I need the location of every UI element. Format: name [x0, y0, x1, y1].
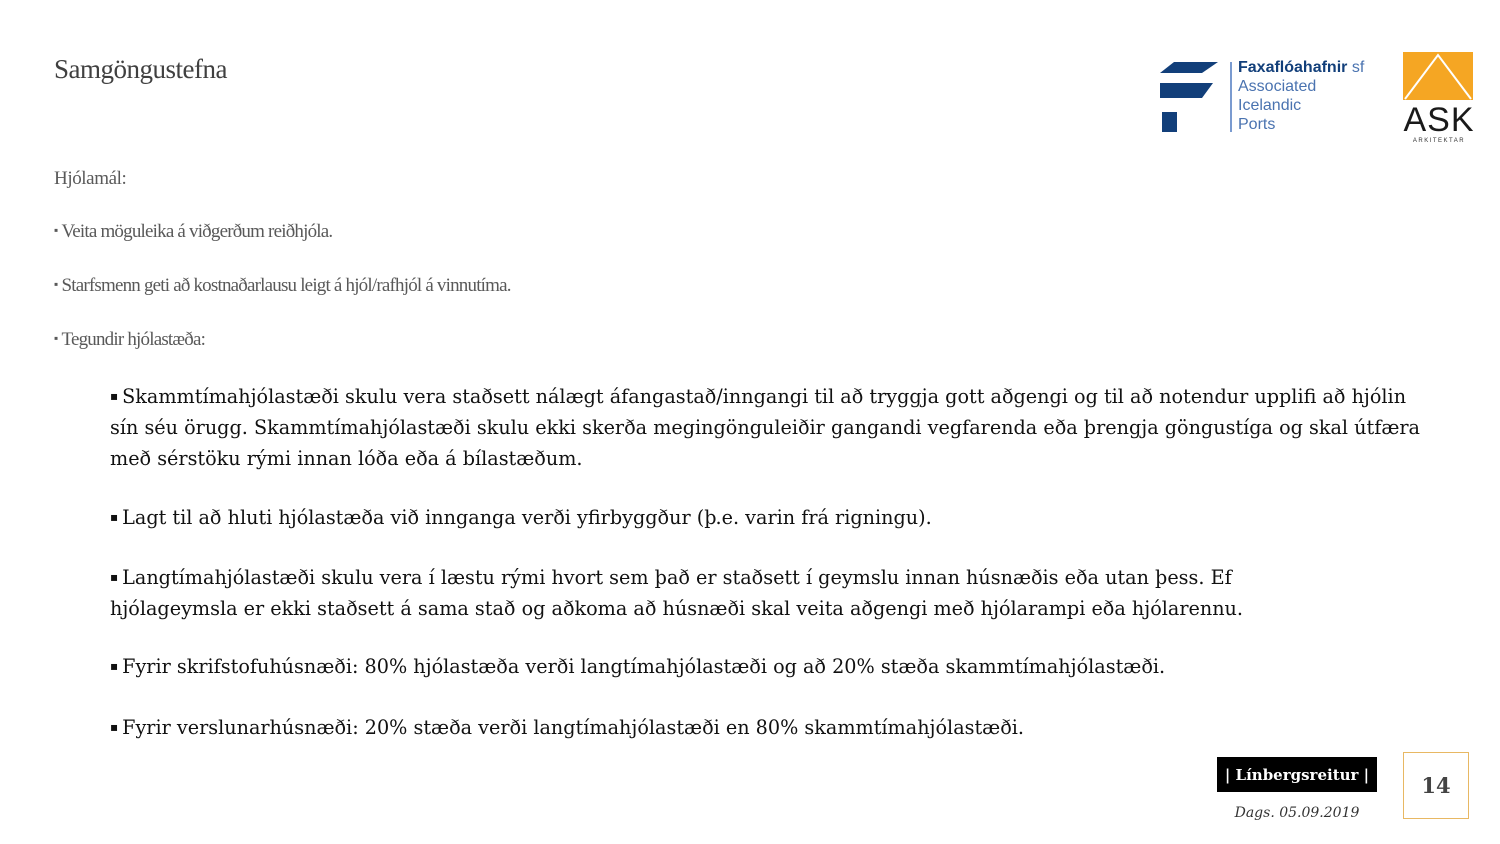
bullet-marker: ▪ [54, 277, 58, 291]
sub-bullet-text: Langtímahjólastæði skulu vera í læstu rými hvort sem það er staðsett í geymslu innan húsnæðis eða utan þess. Ef hjólageymsla er ekki staðsett á sama stað og aðkoma að húsnæði skal veita aðgengi með hjólarampi eða hjólarennu. [110, 566, 1244, 620]
sub-list-item [110, 381, 1440, 474]
bullet-marker: ▪ [54, 223, 58, 237]
sub-list-item [110, 502, 1440, 533]
bullet-text: Starfsmenn geti að kostnaðarlausu leigt á hjól/rafhjól á vinnutíma. [61, 275, 511, 296]
slide-title: Samgöngustefna [54, 54, 227, 84]
logo-divider [1230, 62, 1232, 132]
triangle-icon [1403, 52, 1473, 100]
bullet-marker: ▪ [110, 510, 119, 524]
ask-word: ASK [1403, 101, 1475, 139]
sub-bullet-text: Skammtímahjólastæði skulu vera staðsett nálægt áfangastað/inngangi til að tryggja gott aðgengi og til að notendur upplifi að hjólin sín séu örugg. Skammtímahjólastæði skulu ekki skerða megingönguleiðir gangandi vegfarenda eða þrengja göngustíga og skal útfæra með sérstöku rými innan lóða eða á bílastæðum. [110, 385, 1420, 470]
bullet-marker: ▪ [110, 720, 119, 734]
sub-list-item [110, 562, 1350, 624]
list-item [54, 275, 511, 297]
ask-logo-box [1403, 52, 1473, 100]
bullet-marker: ▪ [110, 570, 119, 584]
sub-bullet-text: Fyrir verslunarhúsnæði: 20% stæða verði langtímahjólastæði en 80% skammtímahjólastæði. [122, 716, 1025, 739]
sub-bullet-text: Lagt til að hluti hjólastæða við innganga verði yfirbyggður (þ.e. varin frá rigningu). [122, 506, 932, 529]
bullet-marker: ▪ [54, 331, 58, 345]
sub-bullet-text: Fyrir skrifstofuhúsnæði: 80% hjólastæða verði langtímahjólastæði og að 20% stæða skammtímahjólastæði. [122, 655, 1166, 678]
fax-brand-suffix: sf [1351, 59, 1365, 76]
sub-list-item [110, 712, 1440, 743]
bullet-marker: ▪ [110, 659, 119, 673]
ask-arkitektar-logo [1403, 52, 1475, 148]
faxafloahafnir-flag-icon [1158, 58, 1238, 138]
section-heading: Hjólamál: [54, 168, 127, 189]
list-item [54, 221, 332, 243]
footer-date: Dags. 05.09.2019 [1234, 805, 1360, 821]
fax-brand-name: Faxaflóahafnir [1238, 59, 1348, 76]
fax-line-2: Icelandic [1238, 97, 1302, 114]
list-item [54, 329, 205, 351]
faxafloahafnir-wordmark [1238, 58, 1364, 134]
sub-list-item [110, 651, 1440, 682]
bullet-marker: ▪ [110, 389, 119, 403]
page-number: 14 [1403, 752, 1469, 819]
bullet-text: Tegundir hjólastæða: [61, 329, 206, 350]
ask-subtitle: ARKITEKTAR [1412, 138, 1466, 144]
fax-line-3: Ports [1238, 116, 1276, 133]
fax-line-1: Associated [1238, 78, 1317, 95]
bullet-text: Veita möguleika á viðgerðum reiðhjóla. [61, 221, 333, 242]
footer-project-title: | Línbergsreitur | [1217, 757, 1377, 792]
